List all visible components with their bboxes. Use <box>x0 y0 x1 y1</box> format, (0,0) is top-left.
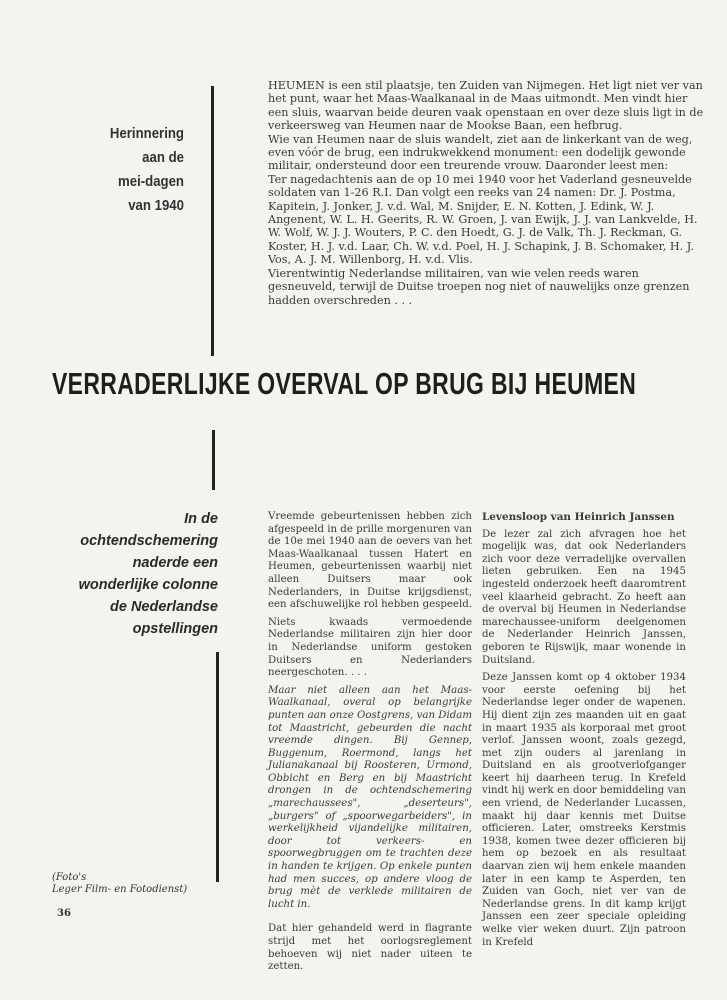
intro-paragraph: Vierentwintig Nederlandse militairen, van wie velen reeds waren gesneuveld, terwijl de Duitse troepen nog niet of nauwelijks onze grenzen hadden overschreden . . . <box>268 266 690 307</box>
intro-heading-line: aan de <box>142 149 184 166</box>
article-paragraph: Maar niet alleen aan het Maas-Waalkanaal, overal op belangrijke punten aan onze Oostgrens, van Didam tot Maastricht, gebeurden die nacht vreemde dingen. Bij Gennep, Buggenum, Roermond, langs het Julianakanaal bij Roosteren, Urmond, Obbicht en Berg en bij Maastricht drongen in de ochtendschemering „marechaussees", „deserteurs", „burgers" of „spoorwegarbeiders", in werkelijkheid vijandelijke militairen, door tot verkeers- en spoorwegbruggen om te trachten deze in handen te krijgen. Op enkele punten had men succes, op andere vloog de brug mèt de verklede militairen de lucht in. <box>268 684 472 910</box>
headline: VERRADERLIJKE OVERVAL OP BRUG BIJ HEUMEN <box>52 366 637 401</box>
section-heading: Levensloop van Heinrich Janssen <box>482 511 675 523</box>
intro-heading-line: mei-dagen <box>117 173 184 190</box>
subheading-line: naderde een <box>132 555 218 571</box>
vertical-rule <box>211 86 214 356</box>
photo-credit-line: Leger Film- en Fotodienst) <box>52 884 188 895</box>
subheading-line: In de <box>184 511 218 527</box>
article-paragraph: Dat hier gehandeld werd in flagrante strijd met het oorlogsreglement behoeven wij niet nader uiteen te zetten. <box>268 923 472 973</box>
article-paragraph: De lezer zal zich afvragen hoe het mogelijk was, dat ook Nederlanders zich voor deze verradelijke overvallen lieten gebruiken. Een na 1945 ingesteld onderzoek heeft daaromtrent veel klaarheid gebracht. Zo heeft aan de overval bij Heumen in Nederlandse marechaussee-uniform deelgenomen de Nederlander Heinrich Janssen, geboren te Rijswijk, maar wonende in Duitsland. <box>482 528 686 666</box>
intro-heading-line: Herinnering <box>109 125 184 142</box>
vertical-rule <box>216 652 219 882</box>
article-column-2 <box>482 511 686 954</box>
subheading-line: wonderlijke colonne <box>78 577 218 593</box>
page-number: 36 <box>57 908 71 919</box>
article-paragraph: Deze Janssen komt op 4 oktober 1934 voor eerste oefening bij het Nederlandse leger onder de wapenen. Hij dient zijn zes maanden uit en gaat in maart 1935 als korporaal met groot verlof. Janssen woont, zoals gezegd, met zijn ouders al jarenlang in Duitsland en als grootverlofganger keert hij daarheen terug. In Krefeld vindt hij werk en door bemiddeling van een vriend, de Nederlander Lucassen, maakt hij daar kennis met Duitse officieren. Later, omstreeks Kerstmis 1938, komen twee dezer officieren bij hem op bezoek en als resultaat daarvan zien wij hem enkele maanden later in een kamp te Asperden, ten Zuiden van Goch, niet ver van de Nederlandse grens. In dit kamp krijgt Janssen een zeer speciale opleiding welke vier weken duurt. Zijn patroon in Krefeld <box>482 672 686 948</box>
intro-paragraph: Ter nagedachtenis aan de op 10 mei 1940 voor het Vaderland gesneuvelde soldaten van 1-26 R.I. Dan volgt een reeks van 24 namen: Dr. J. Postma, Kapitein, J. Jonker, J. v.d. Wal, M. Snijder, E. N. Kotten, J. Edink, W. J. Angenent, W. L. H. Geerits, R. W. Groen, J. van Ewijk, J. J. van Lankvelde, H. W. Wolf, W. J. J. Wouters, P. C. den Hoedt, G. J. de Valk, Th. J. Reckman, G. Koster, H. J. v.d. Laar, Ch. W. v.d. Poel, H. J. Schapink, J. B. Schomaker, H. J. Vos, A. J. M. Willenborg, H. v.d. Vlis. <box>268 172 698 267</box>
article-paragraph: Niets kwaads vermoedende Nederlandse militairen zijn hier door in Nederlandse uniform gestoken Duitsers en Nederlanders neergeschoten. . . . <box>268 616 472 679</box>
intro-paragraph: HEUMEN is een stil plaatsje, ten Zuiden van Nijmegen. Het ligt niet ver van het punt, waar het Maas-Waalkanaal in de Maas uitmondt. Men vindt hier een sluis, waarvan beide deuren vaak openstaan en over deze sluis ligt in de verkeersweg van Heumen naar de Mookse Baan, een hefbrug. <box>268 79 704 133</box>
article-column-1 <box>268 511 472 979</box>
intro-heading <box>60 122 184 218</box>
subheading <box>40 508 218 640</box>
intro-text <box>268 79 704 307</box>
subheading-line: de Nederlandse <box>110 599 218 615</box>
vertical-rule <box>212 430 215 490</box>
photo-credit-line: (Foto's <box>52 872 87 883</box>
subheading-line: ochtendschemering <box>80 533 218 549</box>
intro-paragraph: Wie van Heumen naar de sluis wandelt, ziet aan de linkerkant van de weg, even vóór de brug, een indrukwekkend monument: een dodelijk gewonde militair, ondersteund door een treurende vrouw. Daaronder leest men: <box>268 132 693 173</box>
article-paragraph: Vreemde gebeurtenissen hebben zich afgespeeld in de prille morgenuren van de 10e mei 1940 aan de oevers van het Maas-Waalkanaal tussen Hatert en Heumen, gebeurtenissen waarbij niet alleen Duitsers maar ook Nederlanders, in Duitse krijgsdienst, een afschuwelijke rol hebben gespeeld. <box>268 511 472 611</box>
photo-credit <box>52 872 187 896</box>
intro-heading-line: van 1940 <box>128 197 184 214</box>
subheading-line: opstellingen <box>132 621 218 637</box>
